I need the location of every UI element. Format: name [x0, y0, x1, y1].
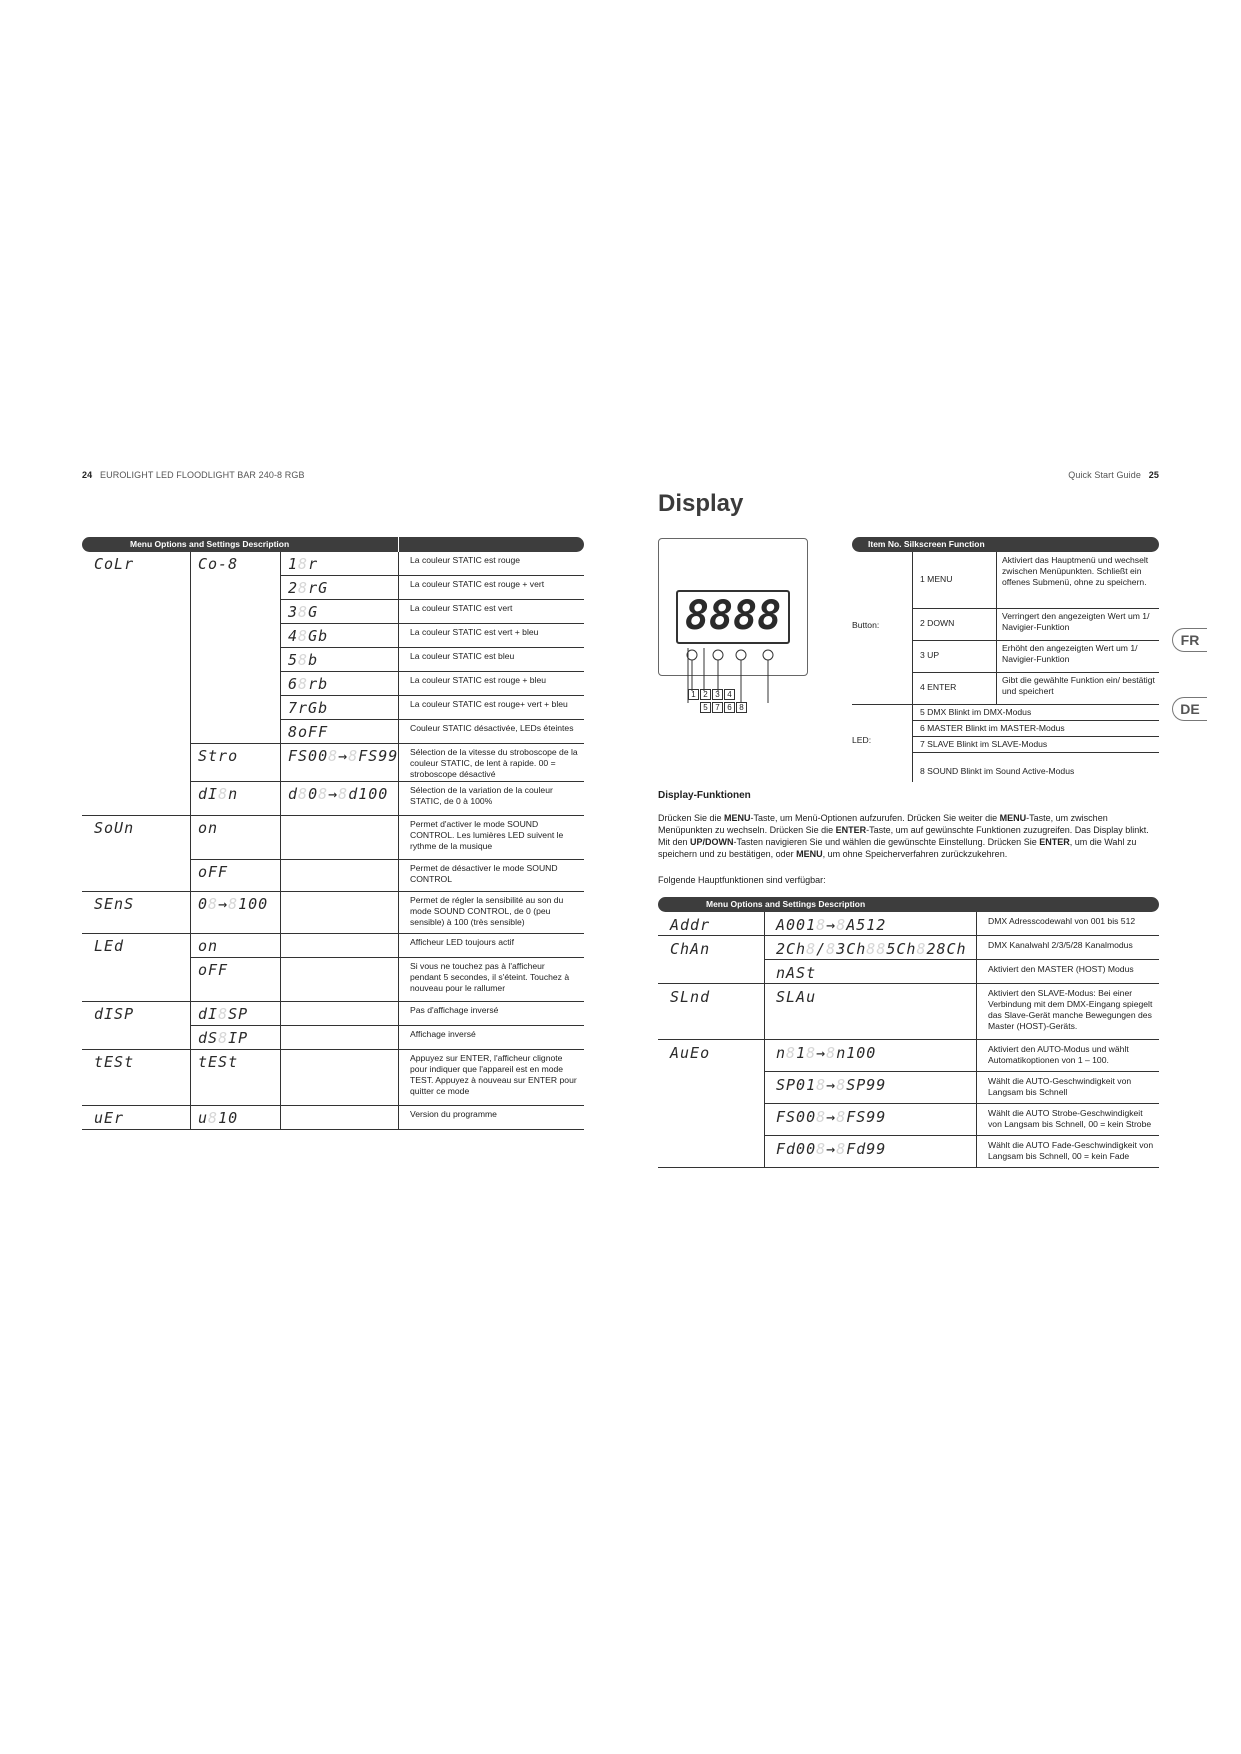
table-row: [82, 552, 584, 576]
row-description: La couleur STATIC est rouge: [410, 555, 521, 565]
segment-code: SLnd: [670, 988, 711, 1006]
button-group-label: Button:: [852, 620, 880, 630]
row-description: Version du programme: [410, 1109, 497, 1119]
table-row: [82, 696, 584, 720]
led-row: 8 SOUND Blinkt im Sound Active-Modus: [920, 765, 1075, 776]
row-description: Permet de régler la sensibilité au son du mode SOUND CONTROL, de 0 (peu sensible) à 100 (très sensible): [410, 895, 564, 927]
segment-code: dI8SP: [198, 1005, 249, 1023]
display-digits: 8888: [684, 593, 782, 639]
segment-code: oFF: [198, 961, 229, 979]
table-row: [82, 934, 584, 958]
right-table-header: Menu Options and Settings Description: [658, 897, 1159, 912]
row-description: Si vous ne touchez pas à l'afficheur pendant 5 secondes, il s'éteint. Touchez à nouveau pour le rallumer: [410, 961, 570, 993]
row-description: Sélection de la vitesse du stroboscope de la couleur STATIC, de lent à rapide. 00 = stroboscope désactivé: [410, 747, 578, 779]
row-description: Sélection de la variation de la couleur STATIC, de 0 à 100%: [410, 785, 553, 806]
segment-code: SoUn: [94, 819, 135, 837]
row-description: Wählt die AUTO Fade-Geschwindigkeit von Langsam bis Schnell, 00 = kein Fade: [988, 1140, 1154, 1161]
segment-code: SEnS: [94, 895, 135, 913]
intro-line: Folgende Hauptfunktionen sind verfügbar:: [658, 875, 826, 885]
row-description: Appuyez sur ENTER, l'afficheur clignote pour indiquer que l'appareil est en mode TEST. Appuyez à nouveau sur ENTER pour quitter ce mode: [410, 1053, 577, 1096]
led-row: 6 MASTER Blinkt im MASTER-Modus: [920, 722, 1065, 733]
segment-code: dS8IP: [198, 1029, 249, 1047]
segment-code: 38G: [288, 603, 319, 621]
right-running-title: Quick Start Guide: [1068, 470, 1141, 480]
page-title: Display: [658, 490, 744, 517]
row-description: Wählt die AUTO-Geschwindigkeit von Langsam bis Schnell: [988, 1076, 1132, 1097]
table-row: [82, 1106, 584, 1130]
row-description: La couleur STATIC est rouge + vert: [410, 579, 545, 589]
segment-code: Fd008→8Fd99: [776, 1140, 887, 1158]
down-button-icon: [713, 650, 723, 660]
table-row: [82, 600, 584, 624]
row-description: La couleur STATIC est rouge + bleu: [410, 675, 547, 685]
table-row: [82, 720, 584, 744]
callout-7: 7: [712, 702, 723, 713]
table-row: [82, 782, 584, 816]
button-function: Aktiviert das Hauptmenü und wechselt zwischen Menüpunkten. Schließt ein offenes Submenü, ohne zu speichern.: [1002, 555, 1149, 587]
segment-code: 7rGb: [288, 699, 329, 717]
row-description: Aktiviert den SLAVE-Modus: Bei einer Verbindung mit dem DMX-Eingang spiegelt das Slave-Gerät manche Bewegungen des Master (HOST)-Geräts.: [988, 988, 1153, 1031]
segment-code: d808→8d100: [288, 785, 389, 803]
segment-code: A0018→8A512: [776, 916, 887, 934]
row-description: La couleur STATIC est vert: [410, 603, 513, 613]
segment-code: tESt: [94, 1053, 135, 1071]
segment-code: Co-8: [198, 555, 239, 573]
row-description: La couleur STATIC est rouge+ vert + bleu: [410, 699, 568, 709]
segment-code: 28rG: [288, 579, 329, 597]
segment-code: 08→8100: [198, 895, 269, 913]
segment-code: 2Ch8/83Ch885Ch828Ch: [776, 940, 967, 958]
table-row: [82, 576, 584, 600]
callout-numbers-bottom: [700, 702, 747, 713]
right-page-header: [1068, 470, 1159, 480]
instructions-paragraph: Drücken Sie die MENU-Taste, um Menü-Optionen aufzurufen. Drücken Sie weiter die MENU-Taste, um zwischen Menüpunkten zu wechseln. Drücken Sie die ENTER-Taste, um auf gewünschte Funktionen zuzugreifen. Das Display blinkt. Mit den UP/DOWN-Tasten navigieren Sie und wählen die gewünschte Einstellung. Drücken Sie ENTER, um die Wahl zu speichern und zu bestätigen, oder MENU, um ohne Speicherverfahren zurückzukehren.: [658, 813, 1149, 859]
row-description: Pas d'affichage inversé: [410, 1005, 499, 1015]
left-page-header: [82, 470, 305, 480]
segment-code: nASt: [776, 964, 817, 982]
segment-code: u810: [198, 1109, 239, 1127]
segment-code: on: [198, 819, 219, 837]
enter-button-icon: [763, 650, 773, 660]
segment-code: tESt: [198, 1053, 239, 1071]
segment-code: 48Gb: [288, 627, 329, 645]
table-row: [82, 1002, 584, 1026]
table-row: [82, 1050, 584, 1106]
segment-code: on: [198, 937, 219, 955]
segment-code: Stro: [198, 747, 239, 765]
table-row: [82, 672, 584, 696]
segment-code: FS008→8FS99: [776, 1108, 887, 1126]
table-row: [82, 958, 584, 1002]
row-description: Affichage inversé: [410, 1029, 476, 1039]
button-function: Gibt die gewählte Funktion ein/ bestätigt und speichert: [1002, 675, 1155, 696]
callout-1: 1: [688, 689, 699, 700]
button-name: 2 DOWN: [920, 618, 955, 628]
segment-code: dISP: [94, 1005, 135, 1023]
button-name: 4 ENTER: [920, 682, 957, 692]
button-name: 1 MENU: [920, 574, 953, 584]
segment-code: n818→8n100: [776, 1044, 877, 1062]
led-row: 7 SLAVE Blinkt im SLAVE-Modus: [920, 738, 1048, 749]
row-description: Couleur STATIC désactivée, LEDs éteintes: [410, 723, 574, 733]
callout-4: 4: [724, 689, 735, 700]
callout-6: 6: [724, 702, 735, 713]
row-description: Permet d'activer le mode SOUND CONTROL. Les lumières LED suivent le rythme de la musique: [410, 819, 564, 851]
callout-2: 2: [700, 689, 711, 700]
segment-code: oFF: [198, 863, 229, 881]
tab-fr[interactable]: FR: [1172, 628, 1207, 652]
row-description: La couleur STATIC est vert + bleu: [410, 627, 539, 637]
callout-numbers-top: [688, 689, 735, 700]
tab-de[interactable]: DE: [1172, 697, 1207, 721]
table-row: [82, 816, 584, 860]
segment-code: 58b: [288, 651, 319, 669]
segment-code: 18r: [288, 555, 319, 573]
left-page-number: 24: [82, 470, 93, 480]
table-row: [82, 744, 584, 782]
table-row: [82, 860, 584, 892]
row-description: DMX Adresscodewahl von 001 bis 512: [988, 916, 1136, 926]
button-function: Verringert den angezeigten Wert um 1/ Navigier-Funktion: [1002, 611, 1150, 632]
segment-code: Addr: [670, 916, 711, 934]
led-display: [676, 590, 790, 644]
callout-3: 3: [712, 689, 723, 700]
segment-code: 8oFF: [288, 723, 329, 741]
item-table-header: Item No. Silkscreen Function: [852, 537, 1159, 552]
item-table: [852, 552, 1159, 784]
segment-code: 68rb: [288, 675, 329, 693]
segment-code: uEr: [94, 1109, 125, 1127]
led-row: 5 DMX Blinkt im DMX-Modus: [920, 706, 1032, 717]
row-description: Permet de désactiver le mode SOUND CONTROL: [410, 863, 558, 884]
segment-code: AuEo: [670, 1044, 711, 1062]
left-table-header: Menu Options and Settings Description: [82, 537, 584, 552]
left-running-title: EUROLIGHT LED FLOODLIGHT BAR 240-8 RGB: [100, 470, 305, 480]
section-title: Display-Funktionen: [658, 790, 751, 801]
segment-code: FS008→8FS99: [288, 747, 399, 765]
callout-5: 5: [700, 702, 711, 713]
table-row: [82, 624, 584, 648]
button-name: 3 UP: [920, 650, 940, 660]
table-row: [82, 648, 584, 672]
button-function: Erhöht den angezeigten Wert um 1/ Navigier-Funktion: [1002, 643, 1138, 664]
row-description: Wählt die AUTO Strobe-Geschwindigkeit von Langsam bis Schnell, 00 = kein Strobe: [988, 1108, 1152, 1129]
up-button-icon: [736, 650, 746, 660]
right-page-number: 25: [1148, 470, 1159, 480]
segment-code: ChAn: [670, 940, 711, 958]
row-description: Aktiviert den AUTO-Modus und wählt Automatikoptionen von 1 – 100.: [988, 1044, 1129, 1065]
segment-code: SP018→8SP99: [776, 1076, 887, 1094]
led-group-label: LED:: [852, 735, 872, 745]
row-description: Afficheur LED toujours actif: [410, 937, 514, 947]
segment-code: CoLr: [94, 555, 135, 573]
callout-8: 8: [736, 702, 747, 713]
segment-code: SLAu: [776, 988, 817, 1006]
row-description: Aktiviert den MASTER (HOST) Modus: [988, 964, 1134, 974]
segment-code: LEd: [94, 937, 125, 955]
table-row: [82, 1026, 584, 1050]
row-description: La couleur STATIC est bleu: [410, 651, 515, 661]
table-row: [82, 892, 584, 934]
row-description: DMX Kanalwahl 2/3/5/28 Kanalmodus: [988, 940, 1133, 950]
segment-code: dI8n: [198, 785, 239, 803]
